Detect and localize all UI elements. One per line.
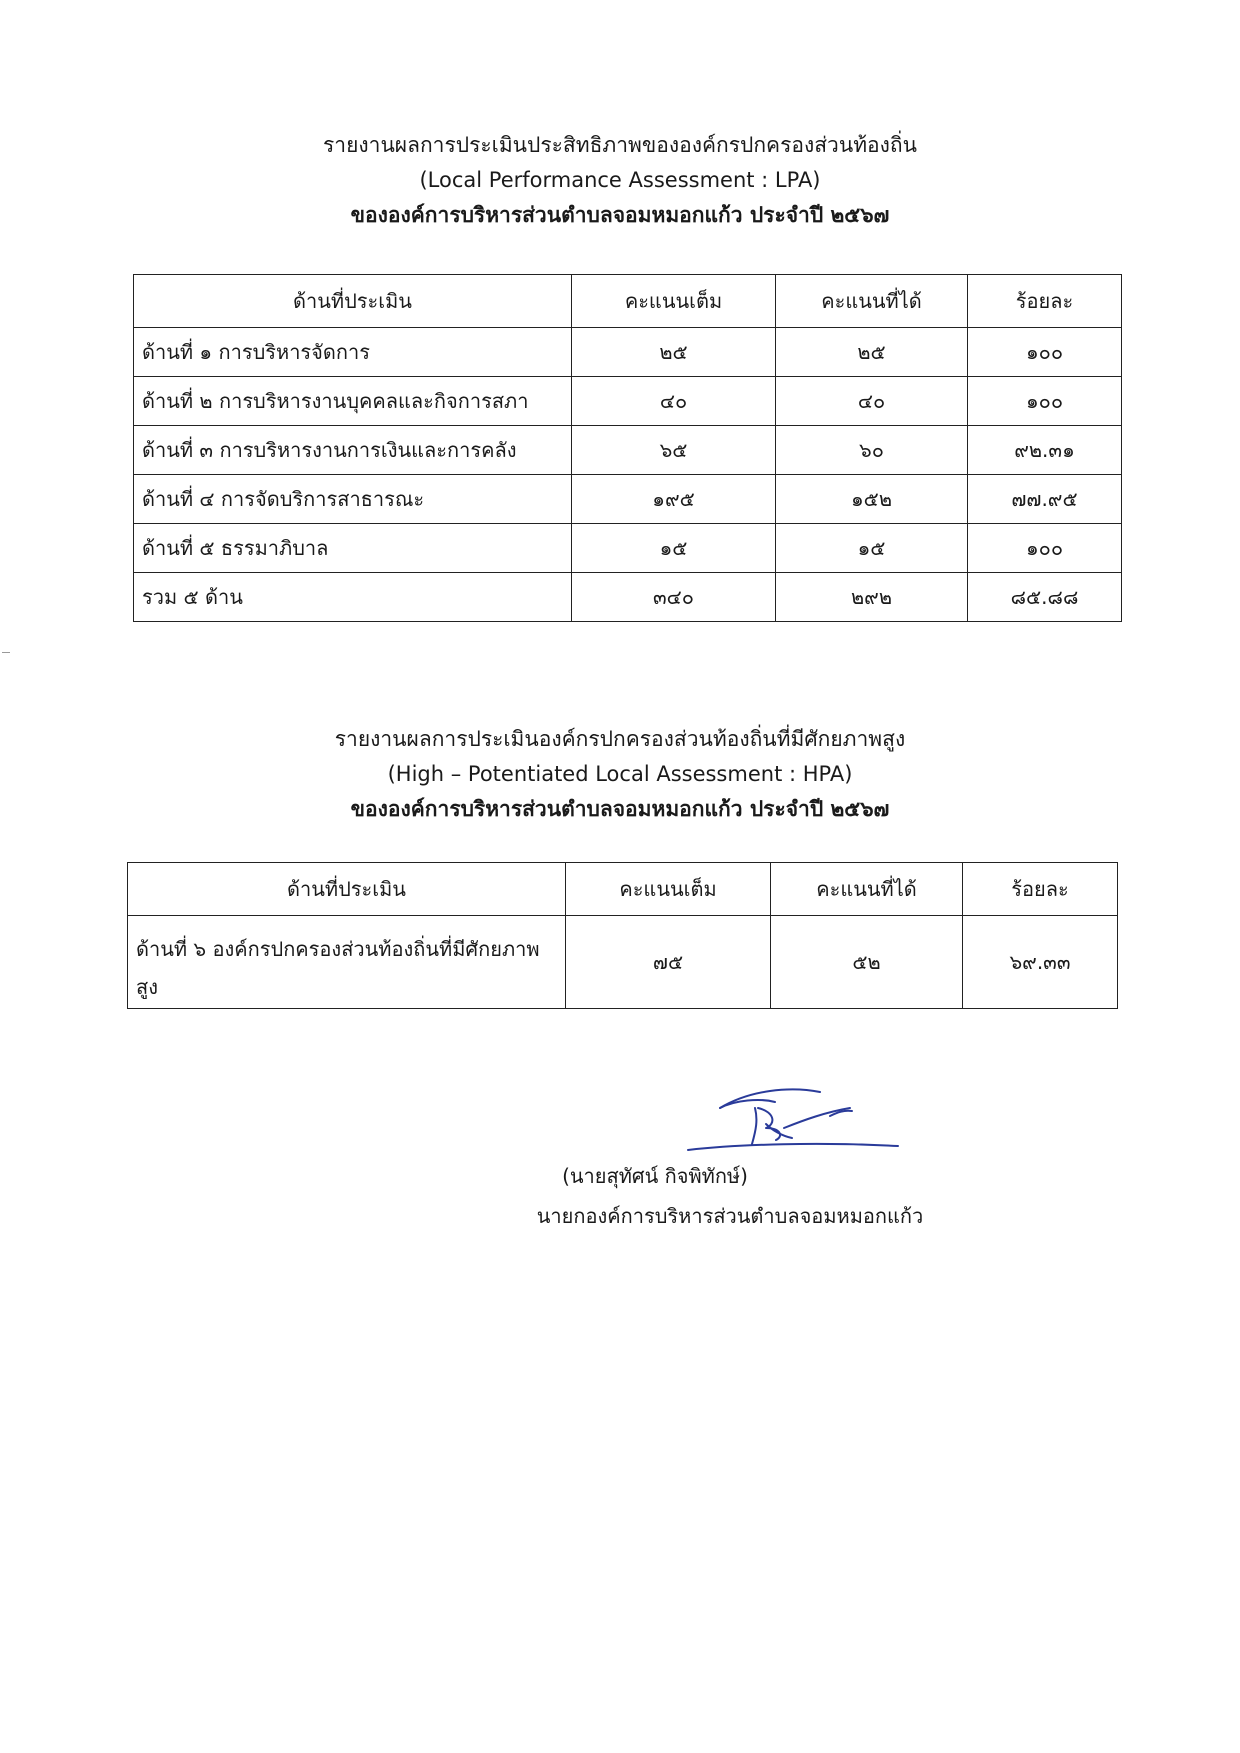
full-score-cell: ๔๐ bbox=[572, 377, 776, 426]
table-row bbox=[128, 916, 1118, 1009]
score-cell: ๖๐ bbox=[776, 426, 968, 475]
lpa-header-row bbox=[134, 275, 1122, 328]
aspect-cell: ด้านที่ ๕ ธรรมาภิบาล bbox=[134, 524, 572, 573]
column-header-percent: ร้อยละ bbox=[963, 863, 1118, 916]
percent-cell: ๗๗.๙๕ bbox=[968, 475, 1122, 524]
hpa-heading-title: รายงานผลการประเมินองค์กรปกครองส่วนท้องถิ่นที่มีศักยภาพสูง bbox=[334, 727, 906, 751]
lpa-heading-title: รายงานผลการประเมินประสิทธิภาพขององค์กรปกครองส่วนท้องถิ่น bbox=[323, 133, 917, 157]
signer-title: นายกองค์การบริหารส่วนตำบลจอมหมอกแก้ว bbox=[536, 1204, 924, 1228]
column-header-aspect: ด้านที่ประเมิน bbox=[134, 275, 572, 328]
percent-cell: ๘๕.๘๘ bbox=[968, 573, 1122, 622]
full-score-cell: ๗๕ bbox=[566, 916, 771, 1009]
lpa-score-table bbox=[133, 274, 1122, 622]
percent-cell: ๑๐๐ bbox=[968, 377, 1122, 426]
table-row bbox=[134, 475, 1122, 524]
score-cell: ๔๐ bbox=[776, 377, 968, 426]
percent-cell: ๖๙.๓๓ bbox=[963, 916, 1118, 1009]
column-header-full-score: คะแนนเต็ม bbox=[566, 863, 771, 916]
percent-cell: ๙๒.๓๑ bbox=[968, 426, 1122, 475]
column-header-score: คะแนนที่ได้ bbox=[771, 863, 963, 916]
hpa-header-row bbox=[128, 863, 1118, 916]
aspect-cell: ด้านที่ ๓ การบริหารงานการเงินและการคลัง bbox=[134, 426, 572, 475]
score-cell: ๑๕ bbox=[776, 524, 968, 573]
full-score-cell: ๑๙๕ bbox=[572, 475, 776, 524]
handwritten-signature bbox=[680, 1078, 900, 1158]
aspect-cell: รวม ๕ ด้าน bbox=[134, 573, 572, 622]
hpa-score-table bbox=[127, 862, 1118, 1009]
percent-cell: ๑๐๐ bbox=[968, 328, 1122, 377]
score-cell: ๕๒ bbox=[771, 916, 963, 1009]
hpa-heading-subtitle: (High – Potentiated Local Assessment : HPA) bbox=[387, 762, 853, 786]
column-header-percent: ร้อยละ bbox=[968, 275, 1122, 328]
table-row bbox=[134, 426, 1122, 475]
aspect-cell: ด้านที่ ๔ การจัดบริการสาธารณะ bbox=[134, 475, 572, 524]
full-score-cell: ๒๕ bbox=[572, 328, 776, 377]
table-row bbox=[134, 524, 1122, 573]
lpa-report-heading bbox=[0, 128, 1240, 233]
score-cell: ๒๕ bbox=[776, 328, 968, 377]
score-cell: ๑๕๒ bbox=[776, 475, 968, 524]
table-row bbox=[134, 377, 1122, 426]
full-score-cell: ๑๕ bbox=[572, 524, 776, 573]
full-score-cell: ๖๕ bbox=[572, 426, 776, 475]
aspect-cell: ด้านที่ ๒ การบริหารงานบุคคลและกิจการสภา bbox=[134, 377, 572, 426]
lpa-heading-organization: ขององค์การบริหารส่วนตำบลจอมหมอกแก้ว ประจำปี ๒๕๖๗ bbox=[350, 203, 890, 227]
scan-edge-mark bbox=[2, 652, 10, 653]
aspect-cell: ด้านที่ ๑ การบริหารจัดการ bbox=[134, 328, 572, 377]
aspect-cell: ด้านที่ ๖ องค์กรปกครองส่วนท้องถิ่นที่มีศักยภาพสูง bbox=[128, 916, 566, 1009]
lpa-heading-subtitle: (Local Performance Assessment : LPA) bbox=[419, 168, 821, 192]
hpa-heading-organization: ขององค์การบริหารส่วนตำบลจอมหมอกแก้ว ประจำปี ๒๕๖๗ bbox=[350, 797, 890, 821]
hpa-report-heading bbox=[0, 722, 1240, 827]
column-header-score: คะแนนที่ได้ bbox=[776, 275, 968, 328]
full-score-cell: ๓๔๐ bbox=[572, 573, 776, 622]
signer-name: (นายสุทัศน์ กิจพิทักษ์) bbox=[562, 1164, 748, 1188]
column-header-aspect: ด้านที่ประเมิน bbox=[128, 863, 566, 916]
table-row bbox=[134, 328, 1122, 377]
column-header-full-score: คะแนนเต็ม bbox=[572, 275, 776, 328]
percent-cell: ๑๐๐ bbox=[968, 524, 1122, 573]
score-cell: ๒๙๒ bbox=[776, 573, 968, 622]
table-total-row bbox=[134, 573, 1122, 622]
